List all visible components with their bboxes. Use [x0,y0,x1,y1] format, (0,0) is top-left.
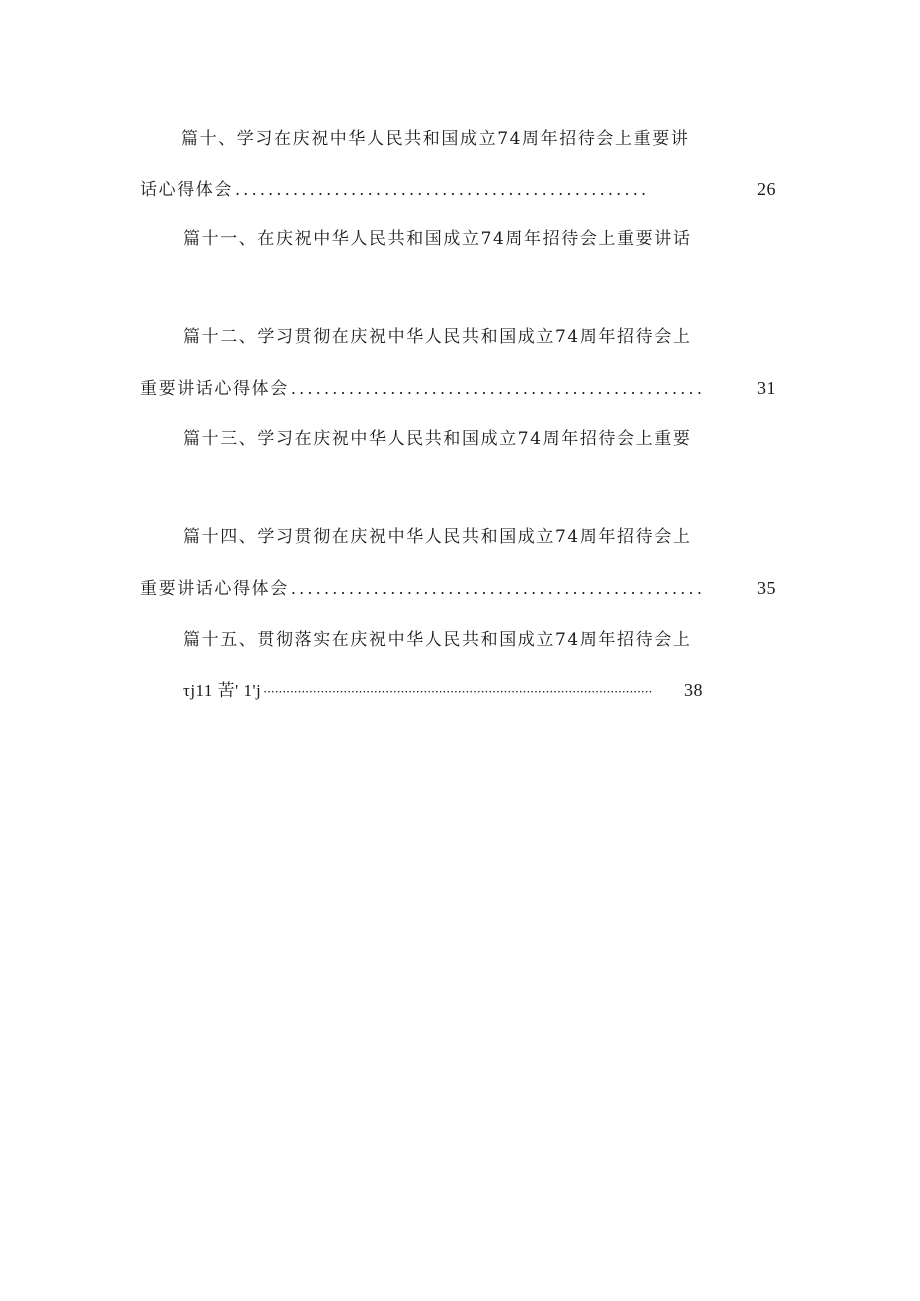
toc-entry-14-leader: .................................................. [290,579,706,598]
toc-entry-11-title[interactable]: 篇十一、在庆祝中华人民共和国成立74周年招待会上重要讲话 [183,229,692,249]
toc-entry-12-page: 31 [757,378,776,398]
toc-entry-14-title-cont: 重要讲话心得体会 [140,579,289,599]
toc-entry-10-leader: .................................................. [235,180,650,199]
toc-entry-12-leader: .................................................. [290,379,706,398]
toc-entry-15-title: 篇十五、贯彻落实在庆祝中华人民共和国成立74周年招待会上 [183,630,692,650]
toc-entry-15-row[interactable] [183,679,703,703]
toc-entry-10-row[interactable] [140,178,776,201]
toc-entry-13-title[interactable]: 篇十三、学习在庆祝中华人民共和国成立74周年招待会上重要 [183,429,692,449]
toc-entry-14-title: 篇十四、学习贯彻在庆祝中华人民共和国成立74周年招待会上 [183,527,692,547]
toc-entry-10-title-cont: 话心得体会 [140,180,233,200]
toc-entry-14-page: 35 [757,578,776,598]
toc-entry-14-row[interactable] [140,577,776,600]
toc-entry-10-page: 26 [757,179,776,199]
toc-entry-12-title-cont: 重要讲话心得体会 [140,379,289,399]
toc-entry-15-title-cont: τj11 苦' 1'j [183,681,262,700]
toc-entry-12-row[interactable] [140,377,776,400]
toc-entry-12-title: 篇十二、学习贯彻在庆祝中华人民共和国成立74周年招待会上 [183,327,692,347]
toc-entry-15-leader: ······································································································ [263,685,653,699]
toc-entry-15-page: 38 [684,680,703,700]
toc-entry-10-title: 篇十、学习在庆祝中华人民共和国成立74周年招待会上重要讲 [181,129,690,149]
